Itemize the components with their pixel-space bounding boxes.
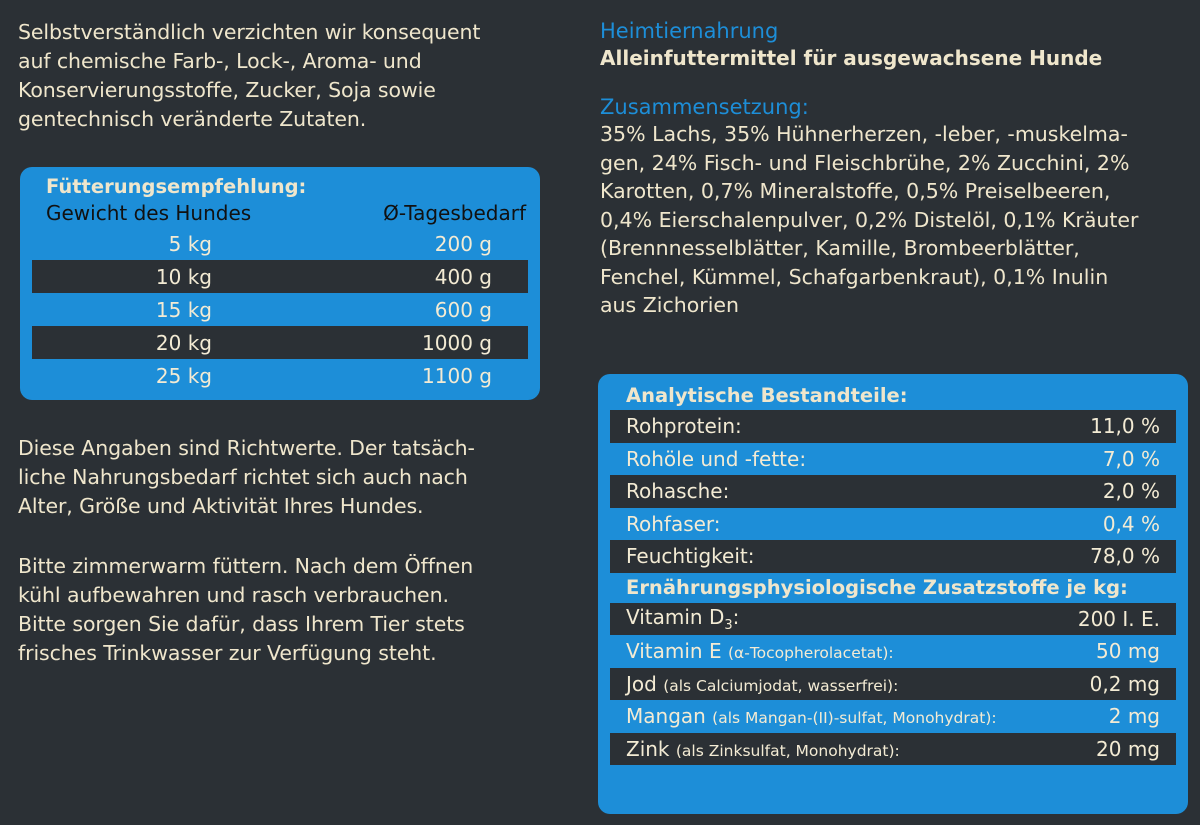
product-info xyxy=(600,18,1190,320)
product-type: Alleinfuttermittel für ausgewachsene Hunde xyxy=(600,46,1103,70)
table-row xyxy=(32,227,528,260)
composition-line: gen, 24% Fisch- und Fleischbrühe, 2% Zucchini, 2% xyxy=(600,150,1130,175)
care-line: Bitte sorgen Sie dafür, dass Ihrem Tier stets xyxy=(18,612,465,636)
additive-detail: (als Zinksulfat, Monohydrat): xyxy=(675,741,900,760)
table-row xyxy=(610,410,1176,443)
constituent-name: Feuchtigkeit: xyxy=(626,544,755,569)
weight-cell: 5 kg xyxy=(168,231,212,256)
table-row xyxy=(610,700,1176,733)
constituent-name: Rohfaser: xyxy=(626,511,721,536)
additive-value: 200 I. E. xyxy=(1077,606,1160,631)
weight-cell: 15 kg xyxy=(155,297,212,322)
table-row xyxy=(32,326,528,359)
additive-label: Vitamin E xyxy=(626,639,728,664)
table-row xyxy=(610,635,1176,668)
composition-heading: Zusammensetzung: xyxy=(600,95,809,119)
amount-cell: 400 g xyxy=(434,264,492,289)
composition-line: aus Zichorien xyxy=(600,293,740,317)
additives-title: Ernährungsphysiologische Zusatzstoffe je kg: xyxy=(626,575,1128,599)
additive-detail: (als Mangan-(II)-sulfat, Monohydrat): xyxy=(712,709,997,728)
constituent-name: Rohprotein: xyxy=(626,414,742,439)
category-heading: Heimtiernahrung xyxy=(600,19,779,43)
constituent-value: 7,0 % xyxy=(1102,446,1160,471)
care-line: Bitte zimmerwarm füttern. Nach dem Öffnen xyxy=(18,554,474,578)
additive-value: 20 mg xyxy=(1096,736,1160,761)
weight-cell: 25 kg xyxy=(155,363,212,388)
intro-line: Konservierungsstoffe, Zucker, Soja sowie xyxy=(18,78,436,102)
constituent-value: 11,0 % xyxy=(1090,414,1160,439)
additive-label: Vitamin D xyxy=(626,604,725,629)
intro-line: gentechnisch veränderte Zutaten. xyxy=(18,107,367,131)
care-instructions xyxy=(18,552,558,668)
care-line: frisches Trinkwasser zur Verfügung steht. xyxy=(18,641,437,665)
composition-line: Fenchel, Kümmel, Schafgarbenkraut), 0,1% Inulin xyxy=(600,264,1109,289)
weight-cell: 10 kg xyxy=(155,264,212,289)
feeding-title: Fütterungsempfehlung: xyxy=(46,175,307,198)
composition-line: (Brennnesselblätter, Kamille, Brombeerblätter, xyxy=(600,236,1080,260)
care-line: kühl aufbewahren und rasch verbrauchen. xyxy=(18,583,449,607)
note-line: Alter, Größe und Aktivität Ihres Hundes. xyxy=(18,494,424,518)
additive-value: 0,2 mg xyxy=(1089,671,1160,696)
feeding-recommendation-box xyxy=(20,167,540,400)
amount-cell: 600 g xyxy=(434,297,492,322)
table-row xyxy=(610,668,1176,701)
additive-detail: (als Calciumjodat, wasserfrei): xyxy=(663,676,899,695)
constituent-value: 2,0 % xyxy=(1102,479,1160,504)
feeding-header-row xyxy=(32,199,528,227)
col-daily-header: Ø-Tagesbedarf xyxy=(383,201,526,225)
additive-detail: : xyxy=(732,604,740,629)
note-line: Diese Angaben sind Richtwerte. Der tatsäch- xyxy=(18,436,475,460)
constituent-value: 0,4 % xyxy=(1102,511,1160,536)
additive-value: 2 mg xyxy=(1108,704,1160,729)
constituent-name: Rohasche: xyxy=(626,479,730,504)
table-row xyxy=(32,359,528,392)
composition-line: 35% Lachs, 35% Hühnerherzen, -leber, -muskelma- xyxy=(600,122,1128,146)
additive-subscript: 3 xyxy=(724,617,733,633)
constituent-value: 78,0 % xyxy=(1090,544,1160,569)
intro-line: Selbstverständlich verzichten wir konsequent xyxy=(18,20,481,44)
additive-name xyxy=(626,672,898,696)
table-row xyxy=(610,540,1176,573)
additive-value: 50 mg xyxy=(1096,639,1160,664)
table-row xyxy=(610,603,1176,636)
col-weight-header: Gewicht des Hundes xyxy=(46,201,252,225)
table-row xyxy=(610,733,1176,766)
composition-line: Karotten, 0,7% Mineralstoffe, 0,5% Preiselbeeren, xyxy=(600,179,1111,203)
table-row xyxy=(610,508,1176,541)
analytic-constituents-box xyxy=(598,374,1188,814)
amount-cell: 1000 g xyxy=(422,330,492,355)
weight-cell: 20 kg xyxy=(155,330,212,355)
intro-text xyxy=(18,18,558,134)
composition-line: 0,4% Eierschalenpulver, 0,2% Distelöl, 0,1% Kräuter xyxy=(600,207,1139,232)
additive-label: Jod xyxy=(626,671,664,696)
amount-cell: 1100 g xyxy=(422,363,492,388)
guideline-note xyxy=(18,434,558,521)
amount-cell: 200 g xyxy=(434,231,492,256)
additive-label: Mangan xyxy=(626,704,713,729)
note-line: liche Nahrungsbedarf richtet sich auch nach xyxy=(18,465,468,489)
additive-label: Zink xyxy=(626,736,676,761)
table-row xyxy=(610,475,1176,508)
additive-detail: (α-Tocopherolacetat): xyxy=(727,644,894,663)
intro-line: auf chemische Farb-, Lock-, Aroma- und xyxy=(18,49,422,73)
table-row xyxy=(32,293,528,326)
table-row xyxy=(610,443,1176,476)
additive-name xyxy=(626,605,739,633)
additive-name xyxy=(626,704,997,728)
constituent-name: Rohöle und -fette: xyxy=(626,446,807,471)
additive-name xyxy=(626,737,900,761)
analytic-title: Analytische Bestandteile: xyxy=(626,384,908,407)
additive-name xyxy=(626,639,894,663)
table-row xyxy=(32,260,528,293)
